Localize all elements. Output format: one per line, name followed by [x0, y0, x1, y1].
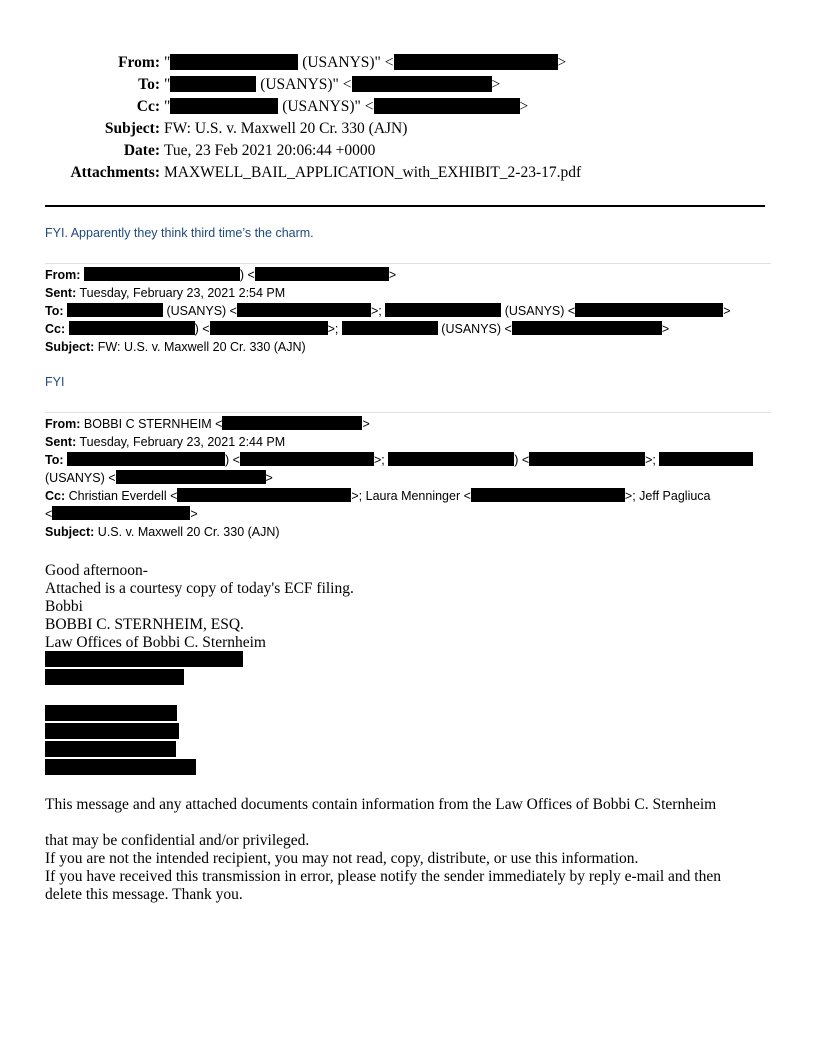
fwd1-sent: Sent: Tuesday, February 23, 2021 2:54 PM — [45, 286, 286, 300]
redaction — [374, 98, 520, 114]
redaction — [255, 267, 389, 281]
redaction — [385, 303, 501, 317]
attachment-link[interactable]: MAXWELL_BAIL_APPLICATION_with_EXHIBIT_2-23-17.pdf — [164, 164, 582, 181]
redaction — [45, 759, 196, 775]
redaction — [52, 506, 190, 520]
redaction — [659, 452, 753, 466]
fwd1-from: From: ) < > — [45, 268, 397, 282]
redaction — [45, 741, 176, 757]
date-value: Tue, 23 Feb 2021 20:06:44 +0000 — [164, 142, 376, 159]
date-label: Date: — [123, 142, 160, 159]
forwarded-header-2 — [45, 415, 775, 541]
redaction — [342, 321, 438, 335]
redaction — [116, 470, 266, 484]
redaction — [471, 488, 625, 502]
redaction — [84, 267, 240, 281]
redaction — [240, 452, 374, 466]
fwd2-subject: Subject: U.S. v. Maxwell 20 Cr. 330 (AJN) — [45, 525, 280, 539]
attachments-label: Attachments: — [70, 164, 160, 181]
redaction — [512, 321, 662, 335]
greeting: Good afternoon- — [45, 562, 148, 579]
fwd2-cc: Cc: Christian Everdell < >; Laura Menninger < >; Jeff Pagliuca — [45, 489, 711, 503]
redaction — [177, 488, 351, 502]
fwd2-sent: Sent: Tuesday, February 23, 2021 2:44 PM — [45, 435, 286, 449]
message-body — [45, 562, 765, 652]
fwd2-to: To: ) < >; ) < >; — [45, 451, 775, 469]
header-cc-row: Cc: " (USANYS)" < > — [0, 96, 816, 118]
signature-short: Bobbi — [45, 598, 83, 615]
redaction — [352, 76, 492, 92]
disclaimer-line-1: This message and any attached documents contain information from the Law Offices of Bobbi C. Sternheim — [45, 796, 717, 813]
note-fyi: FYI — [45, 375, 65, 389]
body-line: Attached is a courtesy copy of today's ECF filing. — [45, 580, 354, 597]
signature-name: BOBBI C. STERNHEIM, ESQ. — [45, 616, 244, 633]
cc-label: Cc: — [136, 98, 160, 115]
redaction — [45, 651, 243, 667]
fwd2-cc-cont: < > — [45, 507, 198, 521]
header-from-row: From: " (USANYS)" < > — [0, 52, 816, 74]
fwd1-subject: Subject: FW: U.S. v. Maxwell 20 Cr. 330 (AJN) — [45, 340, 306, 354]
forwarded-header-1 — [45, 266, 775, 356]
redaction — [67, 452, 225, 466]
redaction — [45, 669, 184, 685]
subject-label: Subject: — [104, 120, 160, 137]
header-to-row: To: " (USANYS)" < > — [0, 74, 816, 96]
disclaimer-line-2: that may be confidential and/or privileged. — [45, 832, 310, 849]
divider — [45, 263, 771, 264]
redaction — [170, 54, 298, 70]
header-divider — [45, 205, 765, 207]
fwd2-to-cont: (USANYS) < > — [45, 471, 273, 485]
redaction — [67, 303, 163, 317]
redaction — [529, 452, 645, 466]
divider — [45, 412, 771, 413]
header-attachments-row — [0, 162, 816, 184]
fwd1-cc: Cc: ) < >; (USANYS) < > — [45, 322, 670, 336]
fwd1-to: To: (USANYS) < >; (USANYS) < > — [45, 304, 731, 318]
redaction — [170, 98, 278, 114]
redaction — [210, 321, 328, 335]
redaction — [394, 54, 558, 70]
redaction — [45, 705, 177, 721]
note-fyi-charm: FYI. Apparently they think third time’s the charm. — [45, 226, 314, 240]
to-label: To: — [138, 76, 160, 93]
redaction — [45, 723, 179, 739]
redaction — [69, 321, 195, 335]
header-date-row — [0, 140, 816, 162]
redaction — [575, 303, 723, 317]
redaction — [237, 303, 371, 317]
redaction — [222, 416, 362, 430]
from-label: From: — [118, 54, 160, 71]
subject-value: FW: U.S. v. Maxwell 20 Cr. 330 (AJN) — [164, 120, 408, 137]
header-subject-row — [0, 118, 816, 140]
redaction — [170, 76, 256, 92]
fwd2-from: From: BOBBI C STERNHEIM < > — [45, 417, 370, 431]
email-header — [0, 52, 816, 184]
disclaimer-line-4: If you have received this transmission in error, please notify the sender immediately by reply e-mail and then delete this message. Thank you. — [45, 868, 721, 903]
signature-firm: Law Offices of Bobbi C. Sternheim — [45, 634, 266, 651]
redaction — [388, 452, 514, 466]
disclaimer-line-3: If you are not the intended recipient, you may not read, copy, distribute, or use this information. — [45, 850, 639, 867]
